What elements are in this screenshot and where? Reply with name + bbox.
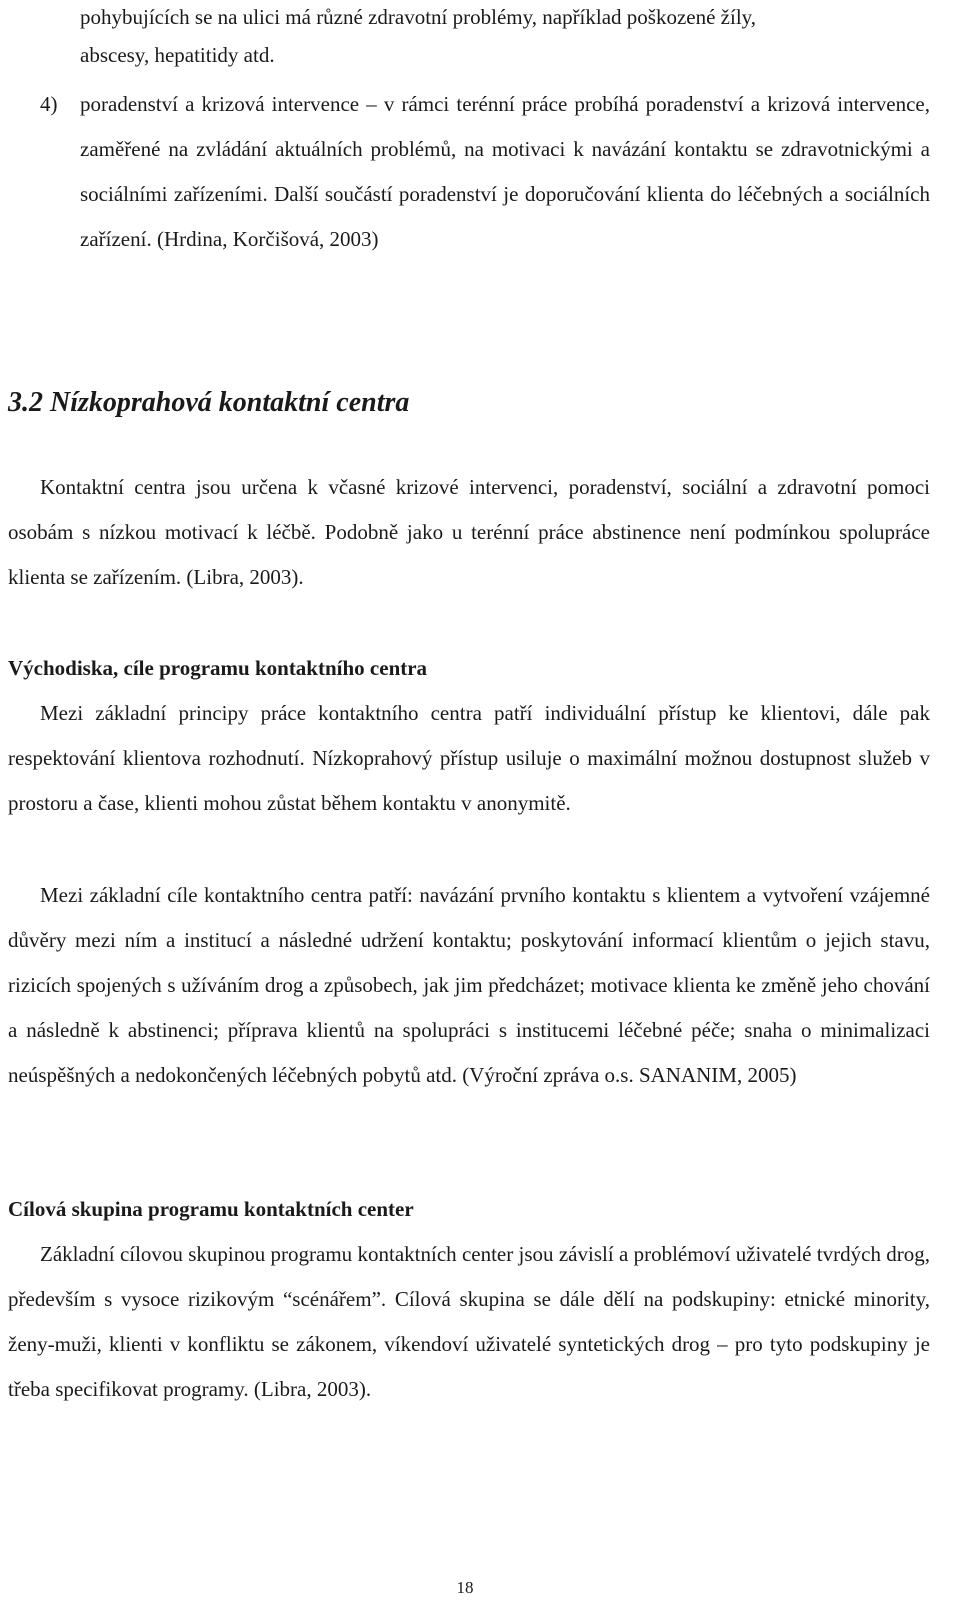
section-heading: 3.2 Nízkoprahová kontaktní centra bbox=[8, 387, 410, 418]
text-line: abscesy, hepatitidy atd. bbox=[80, 43, 275, 67]
paragraph: Základní cílovou skupinou programu kontaktních center jsou závislí a problémoví uživatelé tvrdých drog, především s vysoce rizikovým “scénářem”. Cílová skupina se dále dělí na podskupiny: etnické minority, ženy-muži, klienti v konfliktu se zákonem, víkendoví uživatelé syntetických drog – pro tyto podskupiny je třeba specifikovat programy. (Libra, 2003). bbox=[8, 1242, 930, 1401]
section-intro-paragraph: Kontaktní centra jsou určena k včasné krizové intervenci, poradenství, sociální a zdravotní pomoci osobám s nízkou motivací k léčbě. Podobně jako u terénní práce abstinence není podmínkou spolupráce klienta se zařízením. (Libra, 2003). bbox=[8, 475, 930, 589]
page-number: 18 bbox=[456, 1578, 474, 1597]
list-number: 4) bbox=[40, 92, 58, 116]
paragraph: Mezi základní cíle kontaktního centra patří: navázání prvního kontaktu s klientem a vytvoření vzájemné důvěry mezi ním a institucí a následné udržení kontaktu; poskytování informací klientům o jejich stavu, rizicích spojených s užíváním drog a způsobech, jak jim předcházet; motivace klienta ke změně jeho chování a následně k abstinenci; příprava klientů na spolupráci s institucemi léčebné péče; snaha o minimalizaci neúspěšných a nedokončených léčebných pobytů atd. (Výroční zpráva o.s. SANANIM, 2005) bbox=[8, 883, 930, 1087]
paragraph: Mezi základní principy práce kontaktního centra patří individuální přístup ke klientovi, dále pak respektování klientova rozhodnutí. Nízkoprahový přístup usiluje o maximální možnou dostupnost služeb v prostoru a čase, klienti mohou zůstat během kontaktu v anonymitě. bbox=[8, 701, 930, 815]
subsection-heading: Východiska, cíle programu kontaktního centra bbox=[8, 656, 428, 680]
list-item-text: poradenství a krizová intervence – v rámci terénní práce probíhá poradenství a krizová intervence, zaměřené na zvládání aktuálních problémů, na motivaci k navázání kontaktu se zdravotnickými a sociálními zařízeními. Další součástí poradenství je doporučování klienta do léčebných a sociálních zařízení. (Hrdina, Korčišová, 2003) bbox=[80, 92, 930, 251]
subsection-heading: Cílová skupina programu kontaktních center bbox=[8, 1197, 414, 1221]
text-line: pohybujících se na ulici má různé zdravotní problémy, například poškozené žíly, bbox=[80, 5, 757, 29]
